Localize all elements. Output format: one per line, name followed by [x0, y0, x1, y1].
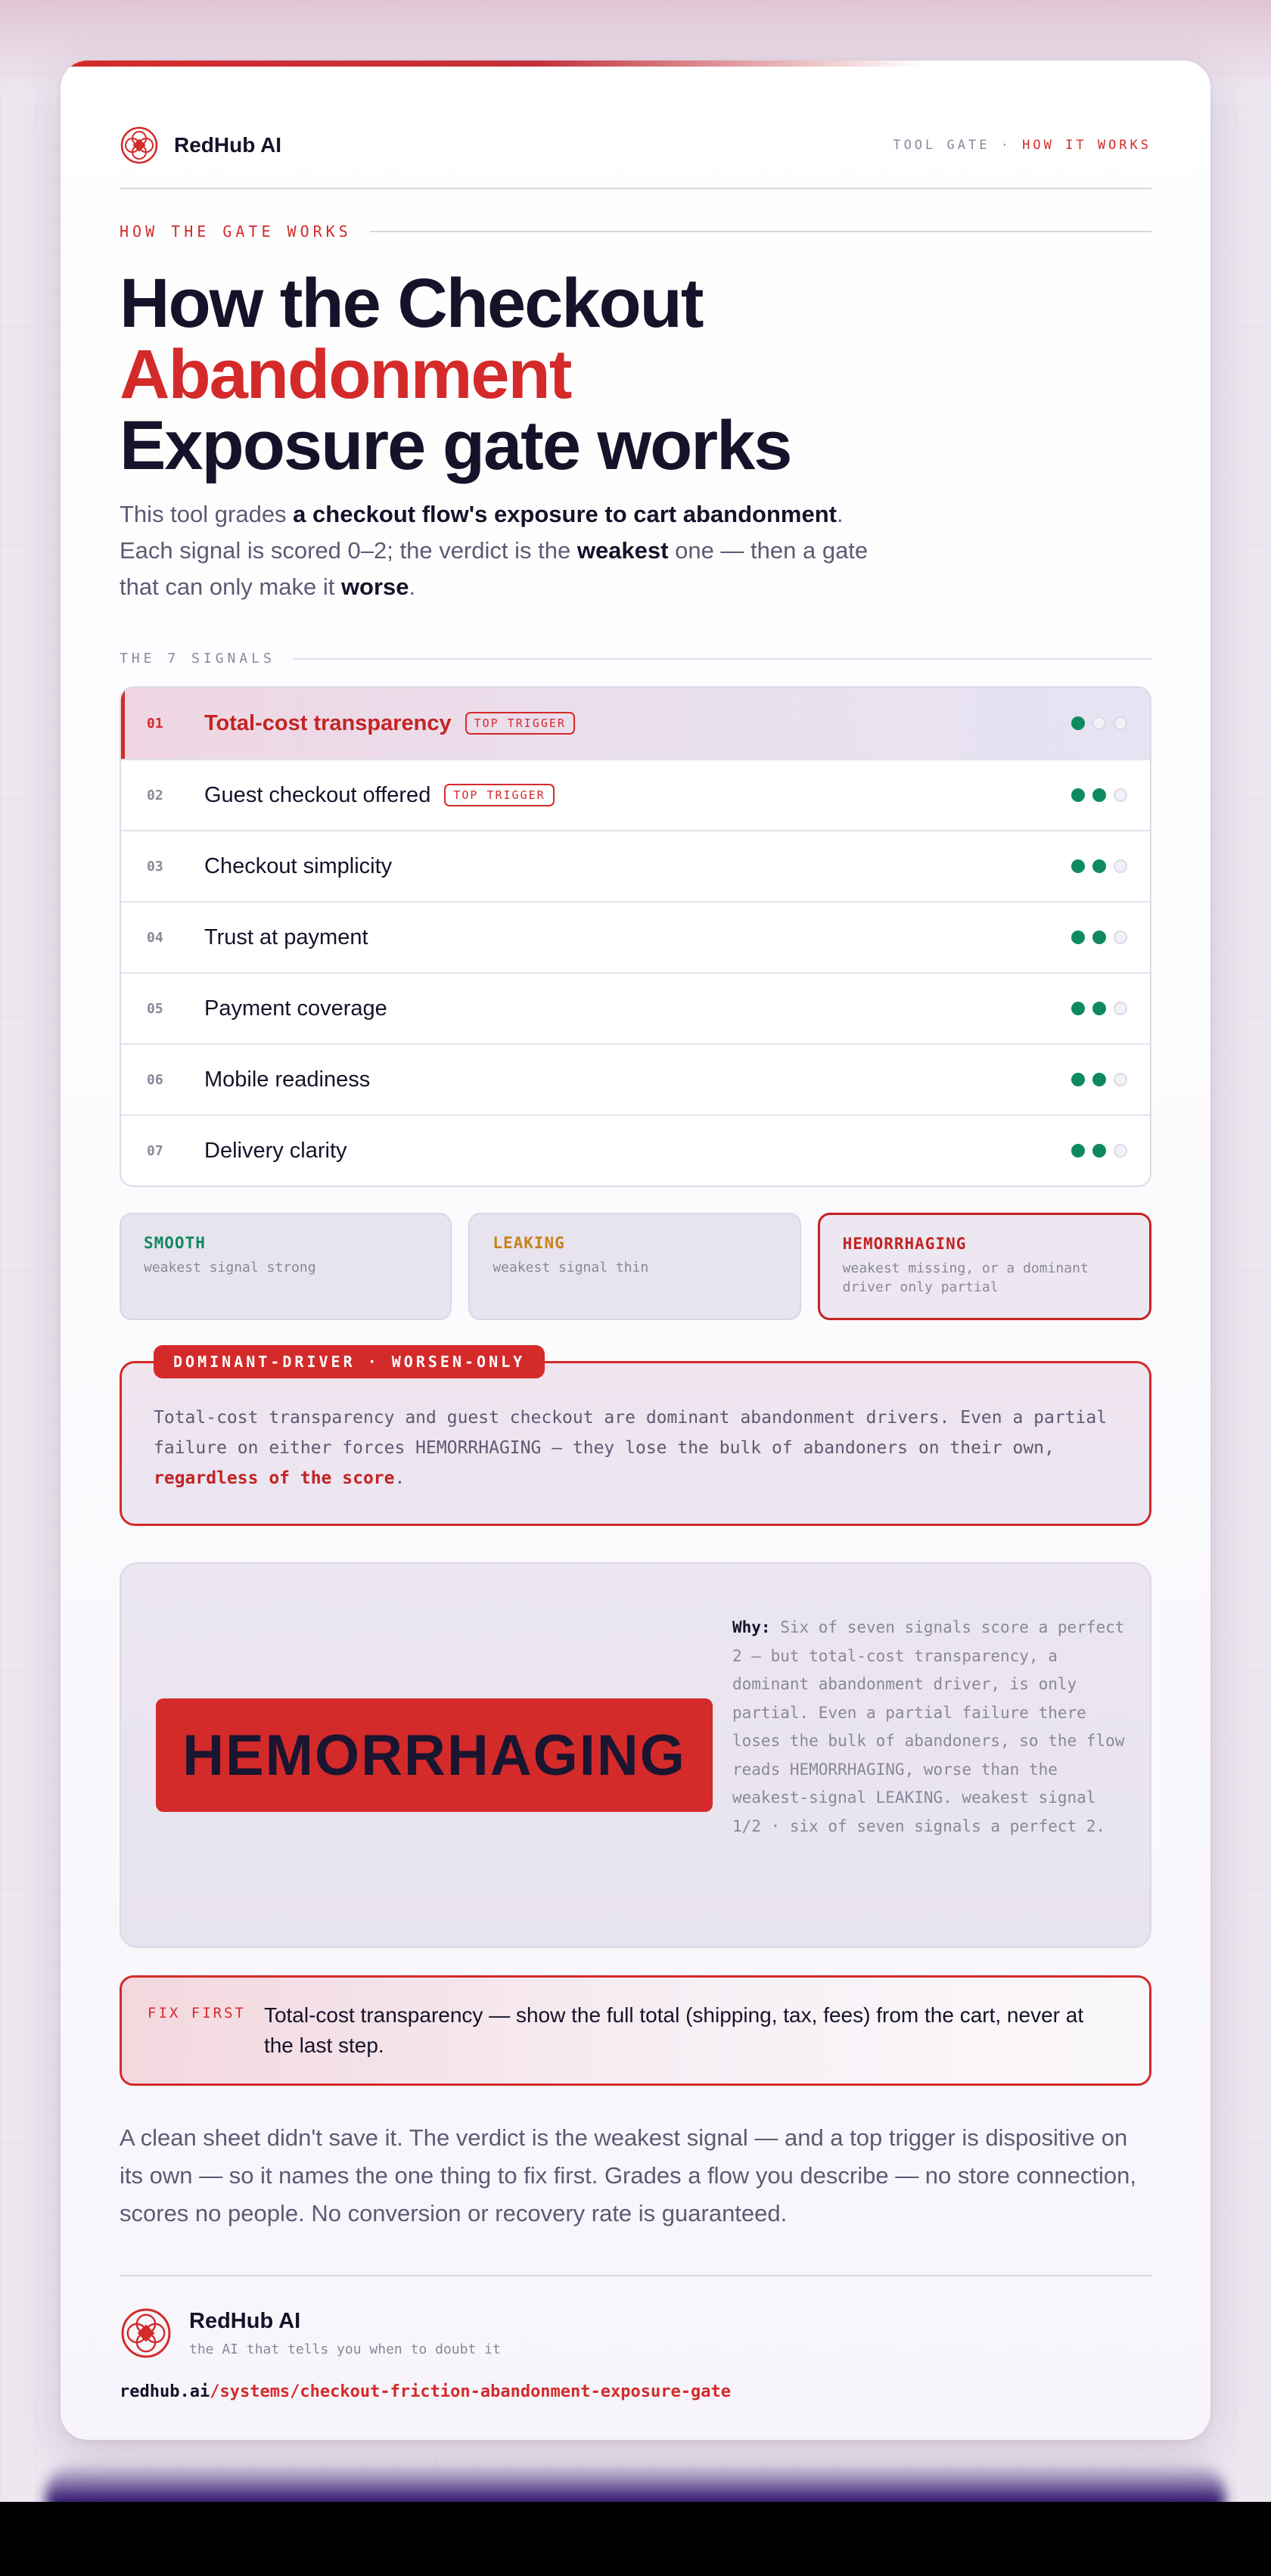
- score-dots: [1071, 716, 1127, 730]
- lede-part: .: [409, 573, 416, 600]
- scale-hemorrhaging: [818, 1213, 1151, 1320]
- score-dot-filled: [1071, 788, 1085, 802]
- footer-divider: [120, 2275, 1151, 2276]
- signal-row-trust-at-payment[interactable]: [121, 901, 1150, 972]
- signal-name: Checkout simplicity: [204, 853, 393, 878]
- signals-label: THE 7 SIGNALS: [120, 651, 275, 667]
- scale-desc: weakest signal strong: [144, 1260, 316, 1276]
- score-dot-empty: [1092, 716, 1106, 730]
- closing-paragraph: A clean sheet didn't save it. The verdict is the weakest signal — and a top trigger is dispositive on its own — so it names the one thing to fix first. Grades a flow you describe — no store connection, scores no people. No conversion or recovery rate is guaranteed.: [120, 2124, 1136, 2226]
- signal-number: 02: [147, 787, 163, 803]
- score-dot-empty: [1114, 859, 1127, 873]
- verdict-stamp: HEMORRHAGING: [156, 1698, 713, 1812]
- lede-emphasis: a checkout flow's exposure to cart abandonment: [293, 501, 837, 527]
- scale-name: LEAKING: [493, 1234, 565, 1252]
- fix-first-box: [120, 1975, 1151, 2086]
- score-dots: [1071, 1073, 1127, 1086]
- scale-desc: weakest missing, or a dominant driver only partial: [842, 1260, 1089, 1295]
- why-text: Six of seven signals score a perfect 2 — but total-cost transparency, a dominant abandonment driver, is only partial. Even a partial failure there loses the bulk of abandoners, so the flow reads HEMORRHAGING, worse than the weakest-signal LEAKING. weakest signal 1/2 · six of seven signals a perfect 2.: [732, 1618, 1125, 1835]
- score-dot-empty: [1114, 716, 1127, 730]
- title-line-1: How the Checkout: [120, 265, 703, 342]
- signal-name: Guest checkout offered: [204, 782, 431, 807]
- lede: [120, 496, 876, 605]
- page-title: [120, 265, 1151, 484]
- lede-part: . Each signal is scored 0–2; the verdict is the: [120, 501, 844, 564]
- signals-list: [120, 686, 1151, 1187]
- score-dots: [1071, 1002, 1127, 1015]
- fix-first-label: FIX FIRST: [148, 2005, 246, 2021]
- card-content: [120, 113, 1151, 2401]
- signal-row-delivery-clarity[interactable]: [121, 1114, 1150, 1185]
- redhub-logo-icon: [120, 126, 159, 165]
- lede-emphasis: weakest: [576, 537, 669, 564]
- nav-how-it-works[interactable]: HOW IT WORKS: [1022, 138, 1151, 153]
- url-host: redhub.ai: [120, 2382, 210, 2401]
- eyebrow-divider: [370, 231, 1151, 232]
- rule-end: .: [394, 1468, 406, 1488]
- lede-emphasis: worse: [340, 573, 409, 600]
- url-path: /systems/checkout-friction-abandonment-exposure-gate: [210, 2382, 731, 2401]
- top-nav: [893, 138, 1151, 153]
- verdict-scale: [120, 1213, 1151, 1320]
- signal-row-payment-coverage[interactable]: [121, 972, 1150, 1043]
- verdict-explanation: [732, 1614, 1126, 1841]
- verdict-panel: [120, 1562, 1151, 1948]
- card-accent-bar: [61, 61, 923, 67]
- why-label: Why:: [732, 1618, 771, 1636]
- rule-tag: DOMINANT-DRIVER · WORSEN-ONLY: [154, 1345, 545, 1378]
- rule-text: [154, 1403, 1116, 1493]
- explainer-card: [61, 61, 1210, 2440]
- redhub-logo-icon: [120, 2307, 172, 2360]
- score-dot-filled: [1071, 859, 1085, 873]
- score-dot-filled: [1071, 1002, 1085, 1015]
- header-divider: [120, 188, 1151, 189]
- fix-first-text: Total-cost transparency — show the full total (shipping, tax, fees) from the cart, never at the last step.: [263, 2003, 1084, 2057]
- footer-names: [189, 2309, 501, 2357]
- scale-smooth: [120, 1213, 452, 1320]
- eyebrow-row: [120, 222, 1151, 241]
- signal-name: Trust at payment: [204, 924, 368, 949]
- signal-number: 03: [147, 858, 163, 875]
- rule-body: Total-cost transparency and guest checkout are dominant abandonment drivers. Even a partial failure on either forces HEMORRHAGING — they lose the bulk of abandoners on their own,: [154, 1408, 1108, 1458]
- brand-name: RedHub AI: [174, 133, 282, 157]
- score-dot-empty: [1114, 931, 1127, 944]
- signal-name: Payment coverage: [204, 996, 387, 1021]
- signal-row-checkout-simplicity[interactable]: [121, 830, 1150, 901]
- score-dot-filled: [1071, 1144, 1085, 1157]
- signal-name: Total-cost transparency: [204, 710, 452, 735]
- score-dot-empty: [1114, 1144, 1127, 1157]
- score-dot-empty: [1114, 1002, 1127, 1015]
- score-dot-filled: [1092, 788, 1106, 802]
- score-dot-filled: [1092, 1144, 1106, 1157]
- lede-part: This tool grades: [120, 501, 294, 527]
- scale-name: HEMORRHAGING: [842, 1235, 967, 1253]
- signals-label-row: [120, 651, 1151, 667]
- score-dot-empty: [1114, 1073, 1127, 1086]
- scale-desc: weakest signal thin: [493, 1260, 649, 1276]
- title-line-2: Abandonment: [120, 336, 571, 413]
- signal-name: Mobile readiness: [204, 1067, 371, 1092]
- bottom-band: [0, 2502, 1271, 2576]
- signal-number: 07: [147, 1142, 163, 1159]
- signal-number: 06: [147, 1071, 163, 1088]
- score-dot-filled: [1092, 859, 1106, 873]
- header: [120, 113, 1151, 177]
- score-dot-filled: [1092, 1073, 1106, 1086]
- nav-separator: ·: [990, 138, 1023, 153]
- top-trigger-badge: TOP TRIGGER: [444, 784, 554, 806]
- signal-number: 04: [147, 929, 163, 946]
- signal-row-mobile-readiness[interactable]: [121, 1043, 1150, 1114]
- nav-tool-gate[interactable]: TOOL GATE: [893, 138, 990, 153]
- score-dot-filled: [1071, 1073, 1085, 1086]
- footer-brand[interactable]: [120, 2307, 1151, 2360]
- lede-part: one — then a gate that can only make it: [120, 537, 869, 600]
- brand[interactable]: [120, 126, 281, 165]
- score-dots: [1071, 1144, 1127, 1157]
- signal-row-guest-checkout[interactable]: [121, 759, 1150, 830]
- score-dots: [1071, 859, 1127, 873]
- score-dot-filled: [1092, 1002, 1106, 1015]
- title-line-3: Exposure gate works: [120, 407, 791, 484]
- score-dot-filled: [1071, 716, 1085, 730]
- scale-name: SMOOTH: [144, 1234, 206, 1252]
- footer-tagline: the AI that tells you when to doubt it: [189, 2341, 501, 2357]
- score-dots: [1071, 931, 1127, 944]
- eyebrow: HOW THE GATE WORKS: [120, 222, 352, 241]
- score-dots: [1071, 788, 1127, 802]
- signal-row-total-cost[interactable]: [121, 688, 1150, 759]
- score-dot-filled: [1092, 931, 1106, 944]
- signals-divider: [294, 658, 1151, 660]
- signal-name: Delivery clarity: [204, 1138, 347, 1163]
- rule-emphasis: regardless of the score: [154, 1468, 395, 1488]
- top-trigger-badge: TOP TRIGGER: [465, 712, 575, 735]
- footer-brand-name: RedHub AI: [189, 2309, 301, 2333]
- scale-leaking: [468, 1213, 800, 1320]
- score-dot-empty: [1114, 788, 1127, 802]
- score-dot-filled: [1071, 931, 1085, 944]
- dominant-driver-rule: [120, 1353, 1151, 1526]
- footer-url-link[interactable]: [120, 2382, 1151, 2401]
- signal-number: 01: [147, 715, 163, 732]
- signal-number: 05: [147, 1000, 163, 1017]
